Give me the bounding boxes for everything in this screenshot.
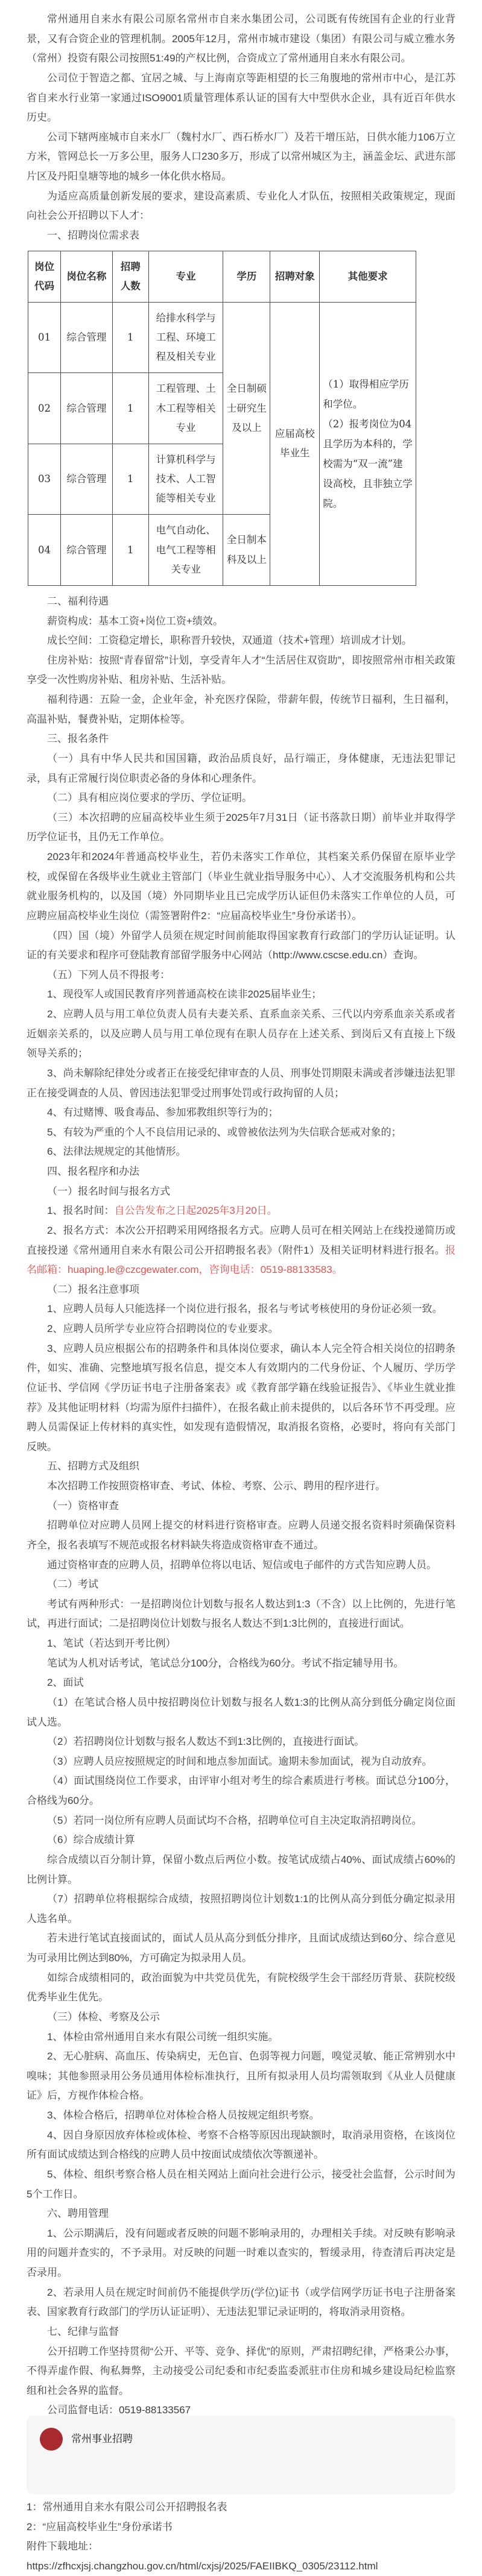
cell-code: 03 bbox=[28, 444, 61, 515]
paragraph: （四）国（境）外留学人员须在规定时间前能取得国家教育行政部门的学历认证证明。认证的有关要求和程序可登陆教育部留学服务中心网站（http://www.cscse.edu.cn）查询。 bbox=[27, 929, 455, 961]
paragraph: 2、应聘人员与用工单位负责人员有夫妻关系、直系血亲关系、三代以内旁系血亲关系或者近姻亲关系的，以及应聘人员与用工单位现有在职人员存在上述关系、到岗后又有直接上下级领导关系的； bbox=[27, 1008, 455, 1060]
paragraph: 1、公示期满后，没有问题或者反映的问题不影响录用的，办理相关手续。对反映有影响录用的问题并查实的，不予录用。对反映的问题一时难以查实的，暂缓录用，待查清后再决定是否录用。 bbox=[27, 2227, 455, 2279]
paragraph: 公司位于智造之都、宜居之城、与上海南京等距相望的长三角腹地的常州市中心，是江苏省自来水行业第一家通过ISO9001质量管理体系认证的国有大中型供水企业，具有近百年供水历史。 bbox=[27, 72, 455, 124]
table-row bbox=[28, 302, 416, 373]
paragraph: 公司监督电话：0519-88133567 bbox=[47, 2404, 191, 2416]
paragraph: 2、若录用人员在规定时间前仍不能提供学历(学位)证书（或学信网学历证书电子注册备案表、国家教育行政部门的学历认证证明）、无违法犯罪记录证明的，将取消录用资格。 bbox=[27, 2286, 455, 2318]
paragraph: （一）资格审查 bbox=[47, 1500, 119, 1512]
apply-contact-email-phone: 报名邮箱：huaping.le@czcgewater.com，咨询电话：0519-88133583。 bbox=[27, 1244, 455, 1276]
paragraph: （三）本次招聘的应届高校毕业生须于2025年7月31日（证书落款日期）前毕业并取得学历学位证书，且仍无工作单位。 bbox=[27, 811, 455, 843]
paragraph: 招聘单位对应聘人员网上提交的材料进行资格审查。应聘人员递交报名资料时须确保资料齐全，报名表填写不规范或报名材料缺失将造成资格审查不通过。 bbox=[27, 1519, 455, 1551]
col-header-major: 专业 bbox=[148, 251, 223, 302]
cell-code: 02 bbox=[28, 373, 61, 444]
paragraph: （1）取得相应学历和学位。 bbox=[323, 378, 409, 410]
section1-heading: 一、招聘岗位需求表 bbox=[47, 229, 139, 241]
col-header-code: 岗位代码 bbox=[28, 251, 61, 302]
paragraph: 为适应高质量创新发展的要求，建设高素质、专业化人才队伍，按照相关政策规定，现面向社会公开招聘以下人才： bbox=[27, 190, 455, 222]
paragraph: 6、法律法规规定的其他情形。 bbox=[47, 1146, 186, 1158]
paragraph: 5、有较为严重的个人不良信用记录的、或曾被依法列为失信联合惩戒对象的； bbox=[47, 1126, 402, 1138]
cell-major: 计算机科学与技术、人工智能等相关专业 bbox=[148, 444, 223, 515]
cell-education-merged: 全日制硕士研究生及以上 bbox=[223, 302, 270, 515]
paragraph: 六、聘用管理 bbox=[47, 2208, 109, 2220]
paragraph: 综合成绩以百分制计算，保留小数点后两位小数。按笔试成绩占40%、面试成绩占60%的比例计算。 bbox=[27, 1853, 455, 1885]
cell-name: 综合管理 bbox=[60, 373, 112, 444]
cell-major: 工程管理、土木工程等相关专业 bbox=[148, 373, 223, 444]
paragraph: 七、纪律与监督 bbox=[47, 2325, 119, 2337]
cell-code: 01 bbox=[28, 302, 61, 373]
cell-target-merged: 应届高校毕业生 bbox=[270, 302, 320, 585]
cell-name: 综合管理 bbox=[60, 515, 112, 586]
paragraph: （五）下列人员不得报考： bbox=[47, 969, 170, 981]
col-header-count: 招聘人数 bbox=[112, 251, 148, 302]
paragraph: 2、面试 bbox=[47, 1677, 84, 1689]
conditions-section bbox=[27, 729, 455, 1162]
table-header-row bbox=[28, 251, 416, 302]
cell-count: 1 bbox=[112, 373, 148, 444]
attachment-download-url[interactable]: https://zfhcxjsj.changzhou.gov.cn/html/cxjsj/2025/FAEIIBKQ_0305/23112.html bbox=[27, 2560, 378, 2572]
paragraph: （2）若招聘岗位计划数与报名人数达不到1:3比例的，直接进行面试。 bbox=[47, 1736, 365, 1748]
paragraph: （3）应聘人员应按照规定的时间和地点参加面试。逾期未参加面试，视为自动放弃。 bbox=[47, 1755, 433, 1767]
paragraph: 4、有过赌博、吸食毒品、参加邪教组织等行为的； bbox=[47, 1107, 279, 1119]
paragraph: 3、应聘人员应根据公布的招聘条件和具体岗位要求，确认本人完全符合相关岗位的招聘条件，如实、准确、完整地填写报名信息，提交本人有效期内的二代身份证、个人履历、学历学位证书、学信网《学历证书电子注册备案表》或《教育部学籍在线验证报告》、《毕业生就业推荐》及其他证明材料（均需为原件扫描件），在报名截止前未提供的，以后各环节不再受理。应聘人员需保证上传材料的真实性，如发现有造假情况，取消报名资格，必要时，将向有关部门反映。 bbox=[27, 1342, 455, 1453]
paragraph: 3、尚未解除纪律处分或者正在接受纪律审查的人员、刑事处罚期限未满或者涉嫌违法犯罪正在接受调查的人员、曾因违法犯罪受过刑事处罚或行政拘留的人员； bbox=[27, 1067, 455, 1099]
paragraph: 五、招聘方式及组织 bbox=[47, 1460, 139, 1472]
col-header-other: 其他要求 bbox=[320, 251, 416, 302]
paragraph: 2、应聘人员所学专业应符合招聘岗位的专业要求。 bbox=[47, 1323, 279, 1335]
paragraph: 1、现役军人或国民教育序列普通高校在读非2025届毕业生； bbox=[47, 988, 322, 1001]
paragraph: 福利待遇：五险一金，企业年金，补充医疗保险，带薪年假，传统节日福利，生日福利，高温补贴，餐费补贴，定期体检等。 bbox=[27, 694, 455, 725]
paragraph: 二、福利待遇 bbox=[47, 595, 109, 607]
paragraph: 5、体检、组织考察合格人员在相关网站上面向社会进行公示，接受社会监督，公示时间为5个工作日。 bbox=[27, 2168, 455, 2200]
cell-count: 1 bbox=[112, 444, 148, 515]
paragraph: 公开招聘工作坚持贯彻“公开、平等、竞争、择优”的原则，严肃招聘纪律，严格秉公办事，不得弄虚作假、徇私舞弊，主动接受公司纪委和市纪委监委派驻市住房和城乡建设局纪检监察组和社会各界的监督。 bbox=[27, 2345, 455, 2396]
apply-method-paragraph bbox=[27, 1221, 455, 1280]
paragraph: 附件下载地址： bbox=[27, 2540, 98, 2552]
paragraph: 4、因自身原因放弃体检或体检、考察不合格等原因出现缺额时，取消录用资格，在该岗位所有面试成绩达到合格线的应聘人员中按面试成绩依次等额递补。 bbox=[27, 2129, 455, 2161]
paragraph: （1）在笔试合格人员中按招聘岗位计划数与报名人数1:3的比例从高分到低分确定岗位面试人选。 bbox=[27, 1696, 455, 1728]
paragraph: 2、无心脏病、高血压、传染病史，无色盲、色弱等视力问题，嗅觉灵敏、能正常辨别水中嗅味；其他参照录用公务员通用体检标准执行，且所有拟录用人员均需领取到《从业人员健康证》后，方视作体检合格。 bbox=[27, 2050, 455, 2102]
paragraph: （二）考试 bbox=[47, 1579, 98, 1591]
paragraph: 2023年和2024年普通高校毕业生，若仍未落实工作单位，其档案关系仍保留在原毕业学校，或保留在各级毕业生就业主管部门（毕业生就业指导服务中心）、人才交流服务机构和公共就业服务机构的，以及国（境）外同期毕业且已完成学历认证但仍未落实工作单位的人员，可应聘应届高校毕业生岗位（需签署附件2：“应届高校毕业生”身份承诺书）。 bbox=[27, 851, 455, 922]
paragraph: 2：“应届高校毕业生”身份承诺书 bbox=[27, 2521, 173, 2533]
cell-code: 04 bbox=[28, 515, 61, 586]
paragraph: （6）综合成绩计算 bbox=[47, 1834, 135, 1846]
cell-name: 综合管理 bbox=[60, 302, 112, 373]
apply-method-text: 2、报名方式：本次公开招聘采用网络报名方式。应聘人员可在相关网站上在线投递简历或直接投递《常州通用自来水有限公司公开招聘报名表》（附件1）及相关证明材料进行报名。 bbox=[27, 1224, 455, 1256]
col-header-education: 学历 bbox=[223, 251, 270, 302]
cell-count: 1 bbox=[112, 515, 148, 586]
paragraph: （二）具有相应岗位要求的学历、学位证明。 bbox=[47, 792, 252, 804]
paragraph: 本次招聘工作按照资格审查、考试、体检、考察、公示、聘用的程序进行。 bbox=[47, 1480, 385, 1492]
paragraph: 笔试为人机对话考试，笔试总分100分，合格线为60分。考试不指定辅导用书。 bbox=[47, 1657, 404, 1669]
intro-section bbox=[27, 10, 455, 226]
paragraph: 住房补贴：按照“青春留常”计划，享受青年人才“生活居住双资助”，即按照常州市相关政策享受一次性购房补贴、租房补贴、生活补贴。 bbox=[27, 654, 455, 686]
paragraph: （三）体检、考察及公示 bbox=[47, 2011, 160, 2023]
benefits-section bbox=[27, 592, 455, 729]
account-avatar-icon bbox=[40, 2428, 63, 2451]
paragraph: （一）报名时间与报名方式 bbox=[47, 1185, 170, 1197]
paragraph: 公司下辖两座城市自来水厂（魏村水厂、西石桥水厂）及若干增压站，日供水能力106万立方米，管网总长一万多公里，服务人口230多万，形成了以常州城区为主，涵盖金坛、武进东部片区及丹阳皇塘等地的城乡一体化供水格局。 bbox=[27, 131, 455, 182]
cell-major: 给排水科学与工程、环境工程及相关专业 bbox=[148, 302, 223, 373]
recruit-process-section bbox=[27, 1457, 455, 2204]
apply-time-deadline: 自公告发布之日起2025年3月20日。 bbox=[114, 1205, 277, 1217]
paragraph: 薪资构成：基本工资+岗位工资+绩效。 bbox=[47, 615, 223, 627]
paragraph: 成长空间：工资稳定增长，职称晋升较快，双通道（技术+管理）培训成才计划。 bbox=[47, 635, 412, 647]
cell-education-row4: 全日制本科及以上 bbox=[223, 515, 270, 586]
paragraph: 四、报名程序和办法 bbox=[47, 1166, 139, 1178]
col-header-name: 岗位名称 bbox=[60, 251, 112, 302]
paragraph: 三、报名条件 bbox=[47, 733, 109, 745]
paragraph: 如综合成绩相同的，政治面貌为中共党员优先，有院校级学生会干部经历背景、获院校级优秀毕业生优先。 bbox=[27, 1971, 455, 2003]
cell-count: 1 bbox=[112, 302, 148, 373]
wechat-account-card[interactable] bbox=[27, 2416, 455, 2494]
account-name: 常州事业招聘 bbox=[71, 2433, 133, 2445]
position-table bbox=[28, 251, 416, 586]
paragraph: 通过资格审查的应聘人员，招聘单位将以电话、短信或电子邮件的方式告知应聘人员。 bbox=[47, 1559, 437, 1571]
apply-time-label: 1、报名时间： bbox=[47, 1205, 115, 1217]
employment-section bbox=[27, 2204, 455, 2322]
paragraph: （7）招聘单位将根据综合成绩，按照招聘岗位计划数1:1的比例从高分到低分确定拟录用人选名单。 bbox=[27, 1893, 455, 1924]
paragraph: 考试有两种形式：一是招聘岗位计划数与报名人数达到1:3（不含）以上比例的，先进行笔试，再进行面试；二是招聘岗位计划数与报名人数达不到1:3比例的，直接进行面试。 bbox=[27, 1598, 455, 1630]
paragraph: （5）若同一岗位所有应聘人员面试均不合格，招聘单位可自主决定取消招聘岗位。 bbox=[47, 1814, 422, 1826]
paragraph: 常州通用自来水有限公司原名常州市自来水集团公司，公司既有传统国有企业的行业背景，又有合资企业的管理机制。2005年12月，常州市城市建设（集团）有限公司与威立雅水务（常州）投资有限公司按照51:49的产权比例，合资成立了常州通用自来水有限公司。 bbox=[27, 13, 455, 64]
paragraph: 若未进行笔试直接面试的，面试人员从高分到低分排序，且面试成绩达到60分、综合意见为可录用比例达到80%，方可确定为拟录用人员。 bbox=[27, 1932, 455, 1964]
paragraph: 3、体检合格后，招聘单位对体检合格人员按规定组织考察。 bbox=[47, 2109, 320, 2122]
paragraph: 1、笔试（若达到开考比例） bbox=[47, 1638, 176, 1650]
apply-time-paragraph bbox=[27, 1201, 455, 1221]
paragraph: （一）具有中华人民共和国国籍，政治品质良好，品行端正，身体健康，无违法犯罪记录，具有正常履行岗位职责必备的身体和心理条件。 bbox=[27, 752, 455, 784]
paragraph: （2）报考岗位为04且学历为本科的，学校需为“双一流”建设高校，且非独立学院。 bbox=[323, 418, 413, 509]
paragraph: （二）报名注意事项 bbox=[47, 1283, 139, 1295]
cell-major: 电气自动化、电气工程等相关专业 bbox=[148, 515, 223, 586]
paragraph: 1：常州通用自来水有限公司公开招聘报名表 bbox=[27, 2501, 227, 2513]
paragraph: 1、体检由常州通用自来水有限公司统一组织实施。 bbox=[47, 2031, 279, 2043]
cell-other-requirements bbox=[320, 302, 416, 585]
col-header-target: 招聘对象 bbox=[270, 251, 320, 302]
apply-procedure-section bbox=[27, 1162, 455, 1201]
paragraph: 1、应聘人员每人只能选择一个岗位进行报名，报名与考试考核使用的身份证必须一致。 bbox=[47, 1303, 443, 1315]
cell-name: 综合管理 bbox=[60, 444, 112, 515]
paragraph: （4）面试围绕岗位工作要求，由评审小组对考生的综合素质进行考核。面试总分100分，合格线为60分。 bbox=[27, 1775, 455, 1807]
apply-notes-section bbox=[27, 1280, 455, 1457]
